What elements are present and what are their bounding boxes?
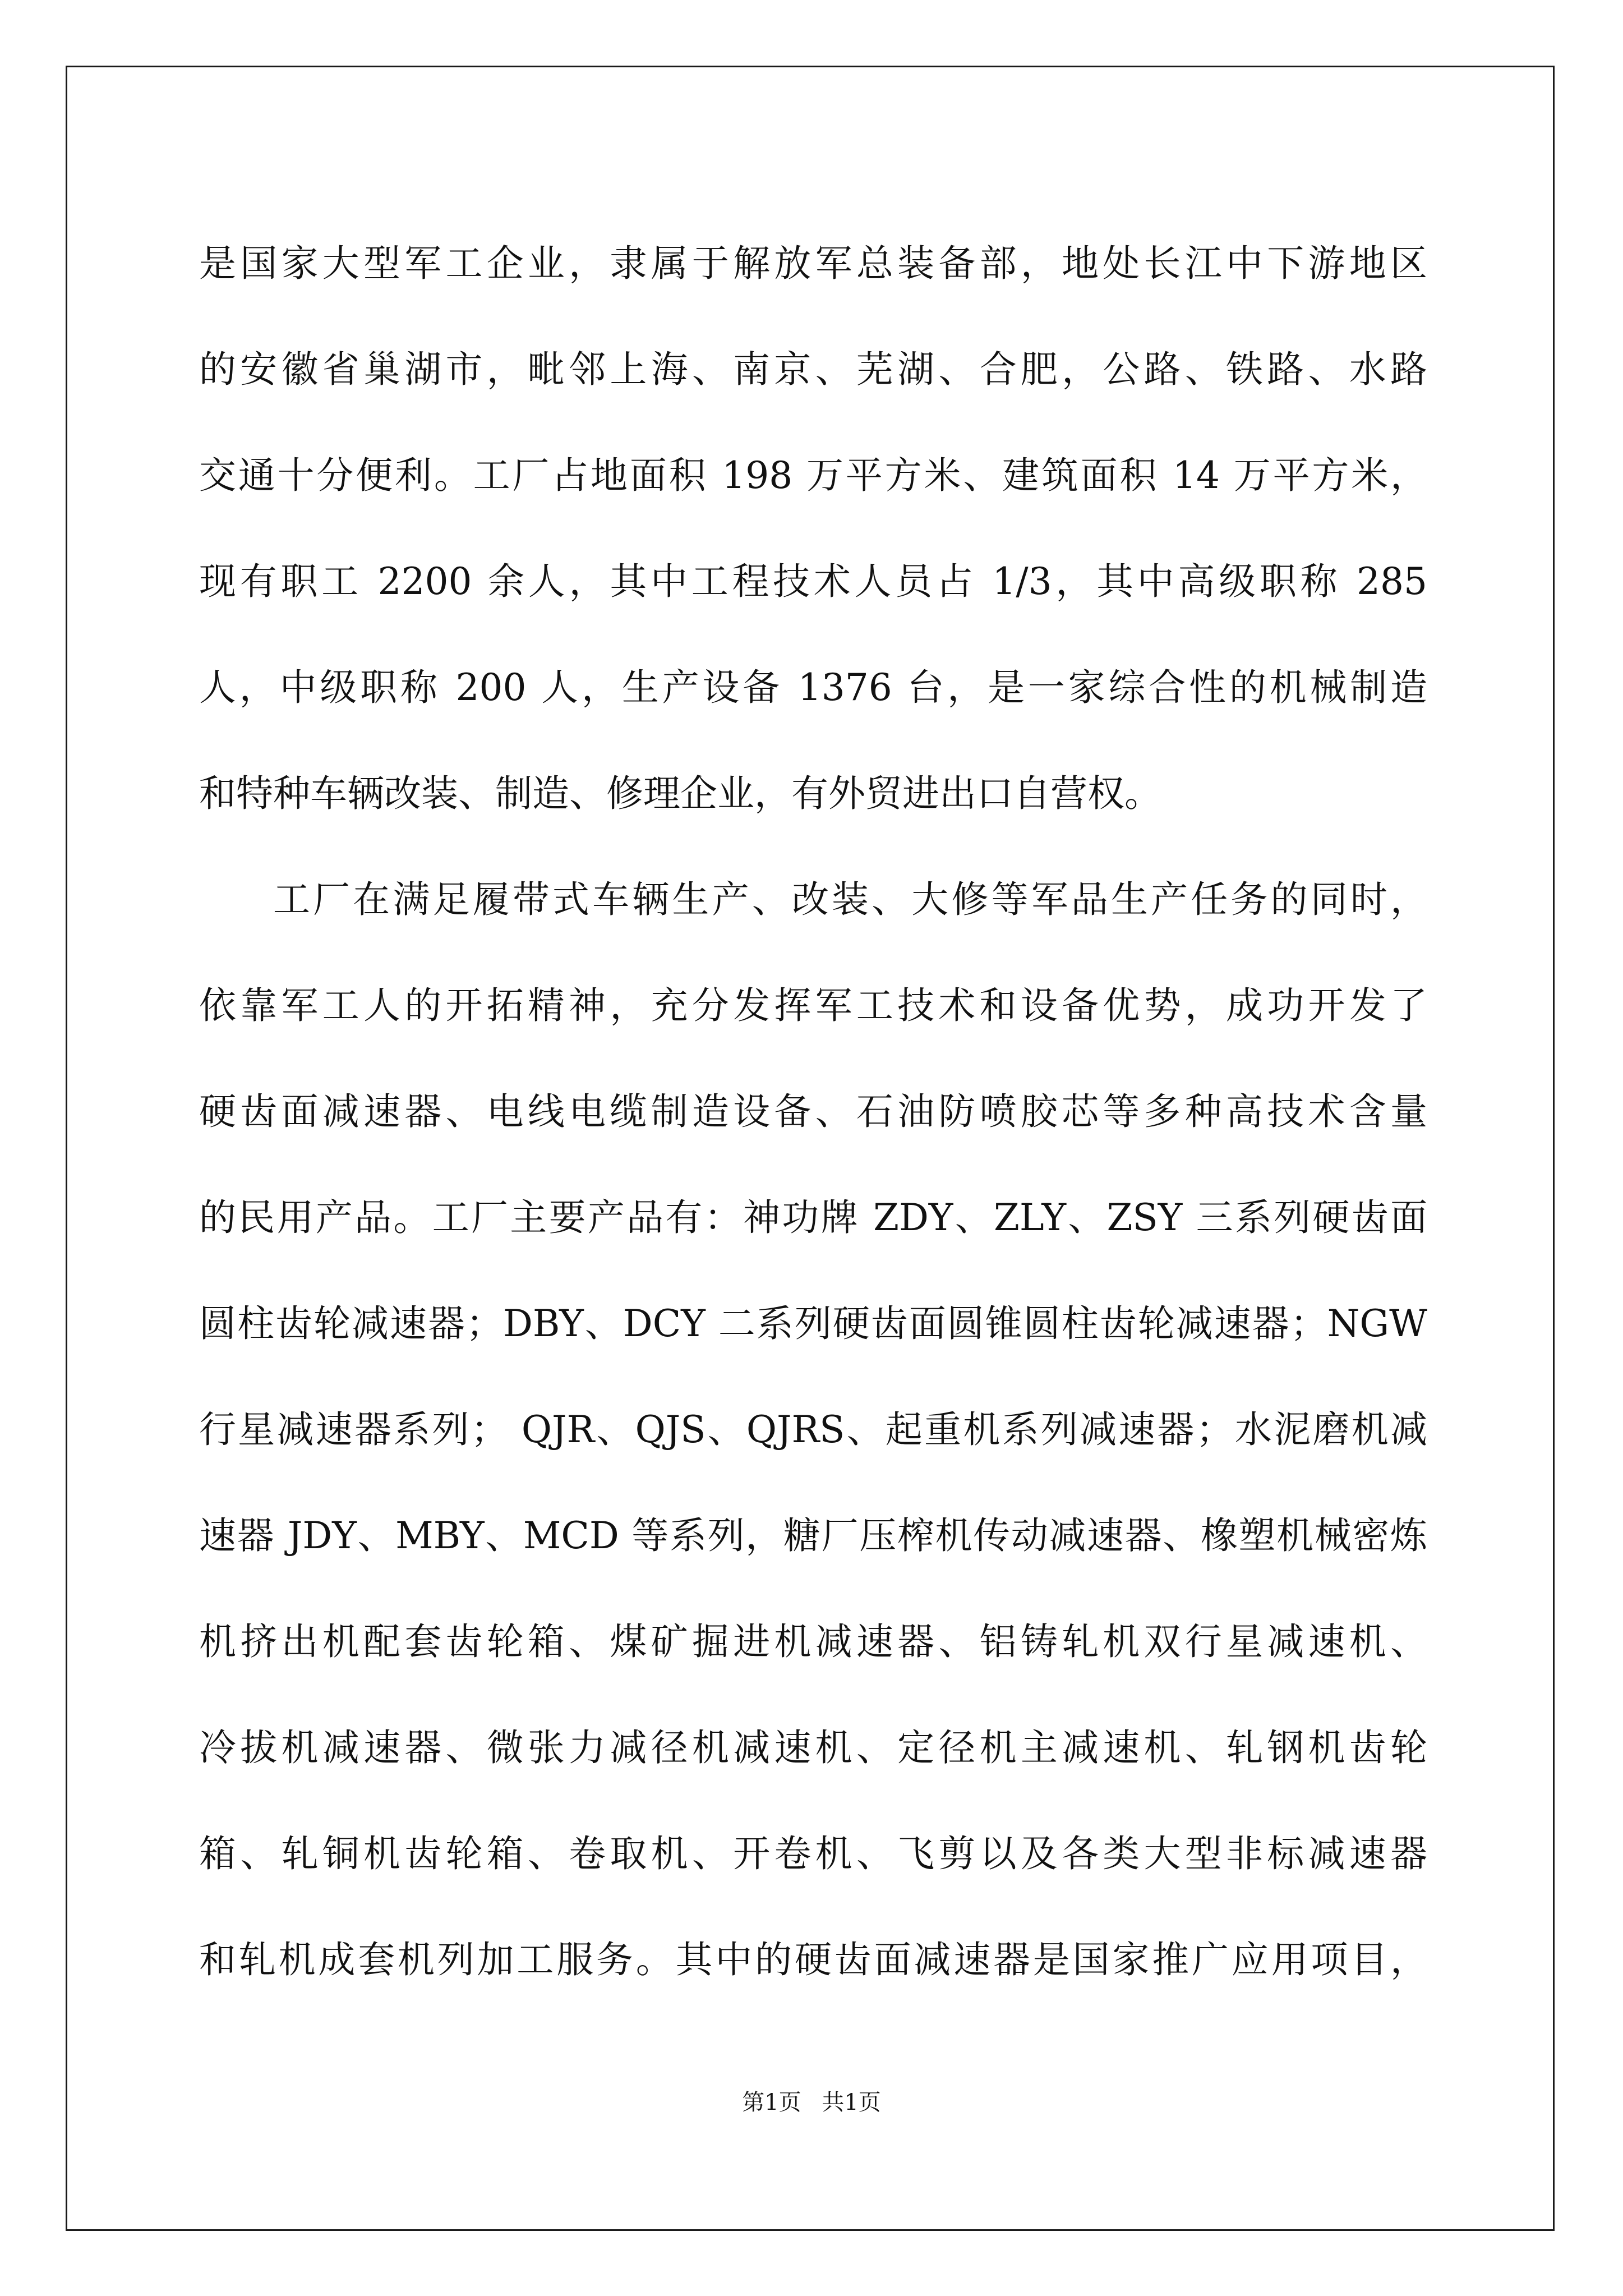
- text-line: 现有职工 2200 余人，其中工程技术人员占 1/3，其中高级职称 285: [199, 560, 1427, 603]
- text-line: 机挤出机配套齿轮箱、煤矿掘进机减速器、铝铸轧机双行星减速机、: [199, 1620, 1427, 1663]
- paragraph-2: [199, 846, 1427, 2013]
- text-line: 和特种车辆改装、制造、修理企业，有外贸进出口自营权。: [199, 772, 1161, 815]
- text-line: 和轧机成套机列加工服务。其中的硬齿面减速器是国家推广应用项目，: [199, 1938, 1427, 1981]
- text-line: 箱、轧铜机齿轮箱、卷取机、开卷机、飞剪以及各类大型非标减速器: [199, 1832, 1427, 1875]
- text-line: 是国家大型军工企业，隶属于解放军总装备部，地处长江中下游地区: [199, 242, 1427, 285]
- document-body: [199, 210, 1427, 2013]
- paragraph-1: [199, 210, 1427, 846]
- text-line: 行星减速器系列； QJR、QJS、QJRS、起重机系列减速器；水泥磨机减: [199, 1408, 1427, 1451]
- text-line: 交通十分便利。工厂占地面积 198 万平方米、建筑面积 14 万平方米，: [199, 454, 1427, 497]
- text-line: 圆柱齿轮减速器；DBY、DCY 二系列硬齿面圆锥圆柱齿轮减速器；NGW: [199, 1302, 1427, 1345]
- text-line: 速器 JDY、MBY、MCD 等系列，糖厂压榨机传动减速器、橡塑机械密炼: [199, 1514, 1427, 1557]
- text-line: 的民用产品。工厂主要产品有：神功牌 ZDY、ZLY、ZSY 三系列硬齿面: [199, 1196, 1427, 1239]
- page-footer: [0, 2085, 1623, 2116]
- text-line: 工厂在满足履带式车辆生产、改装、大修等军品生产任务的同时，: [273, 878, 1427, 921]
- total-pages: 共1页: [822, 2090, 881, 2115]
- text-line: 依靠军工人的开拓精神，充分发挥军工技术和设备优势，成功开发了: [199, 984, 1427, 1027]
- page-number: 第1页: [742, 2090, 801, 2115]
- text-line: 冷拔机减速器、微张力减径机减速机、定径机主减速机、轧钢机齿轮: [199, 1726, 1427, 1769]
- text-line: 硬齿面减速器、电线电缆制造设备、石油防喷胶芯等多种高技术含量: [199, 1090, 1427, 1133]
- text-line: 的安徽省巢湖市，毗邻上海、南京、芜湖、合肥，公路、铁路、水路: [199, 348, 1427, 391]
- text-line: 人，中级职称 200 人，生产设备 1376 台，是一家综合性的机械制造: [199, 666, 1427, 709]
